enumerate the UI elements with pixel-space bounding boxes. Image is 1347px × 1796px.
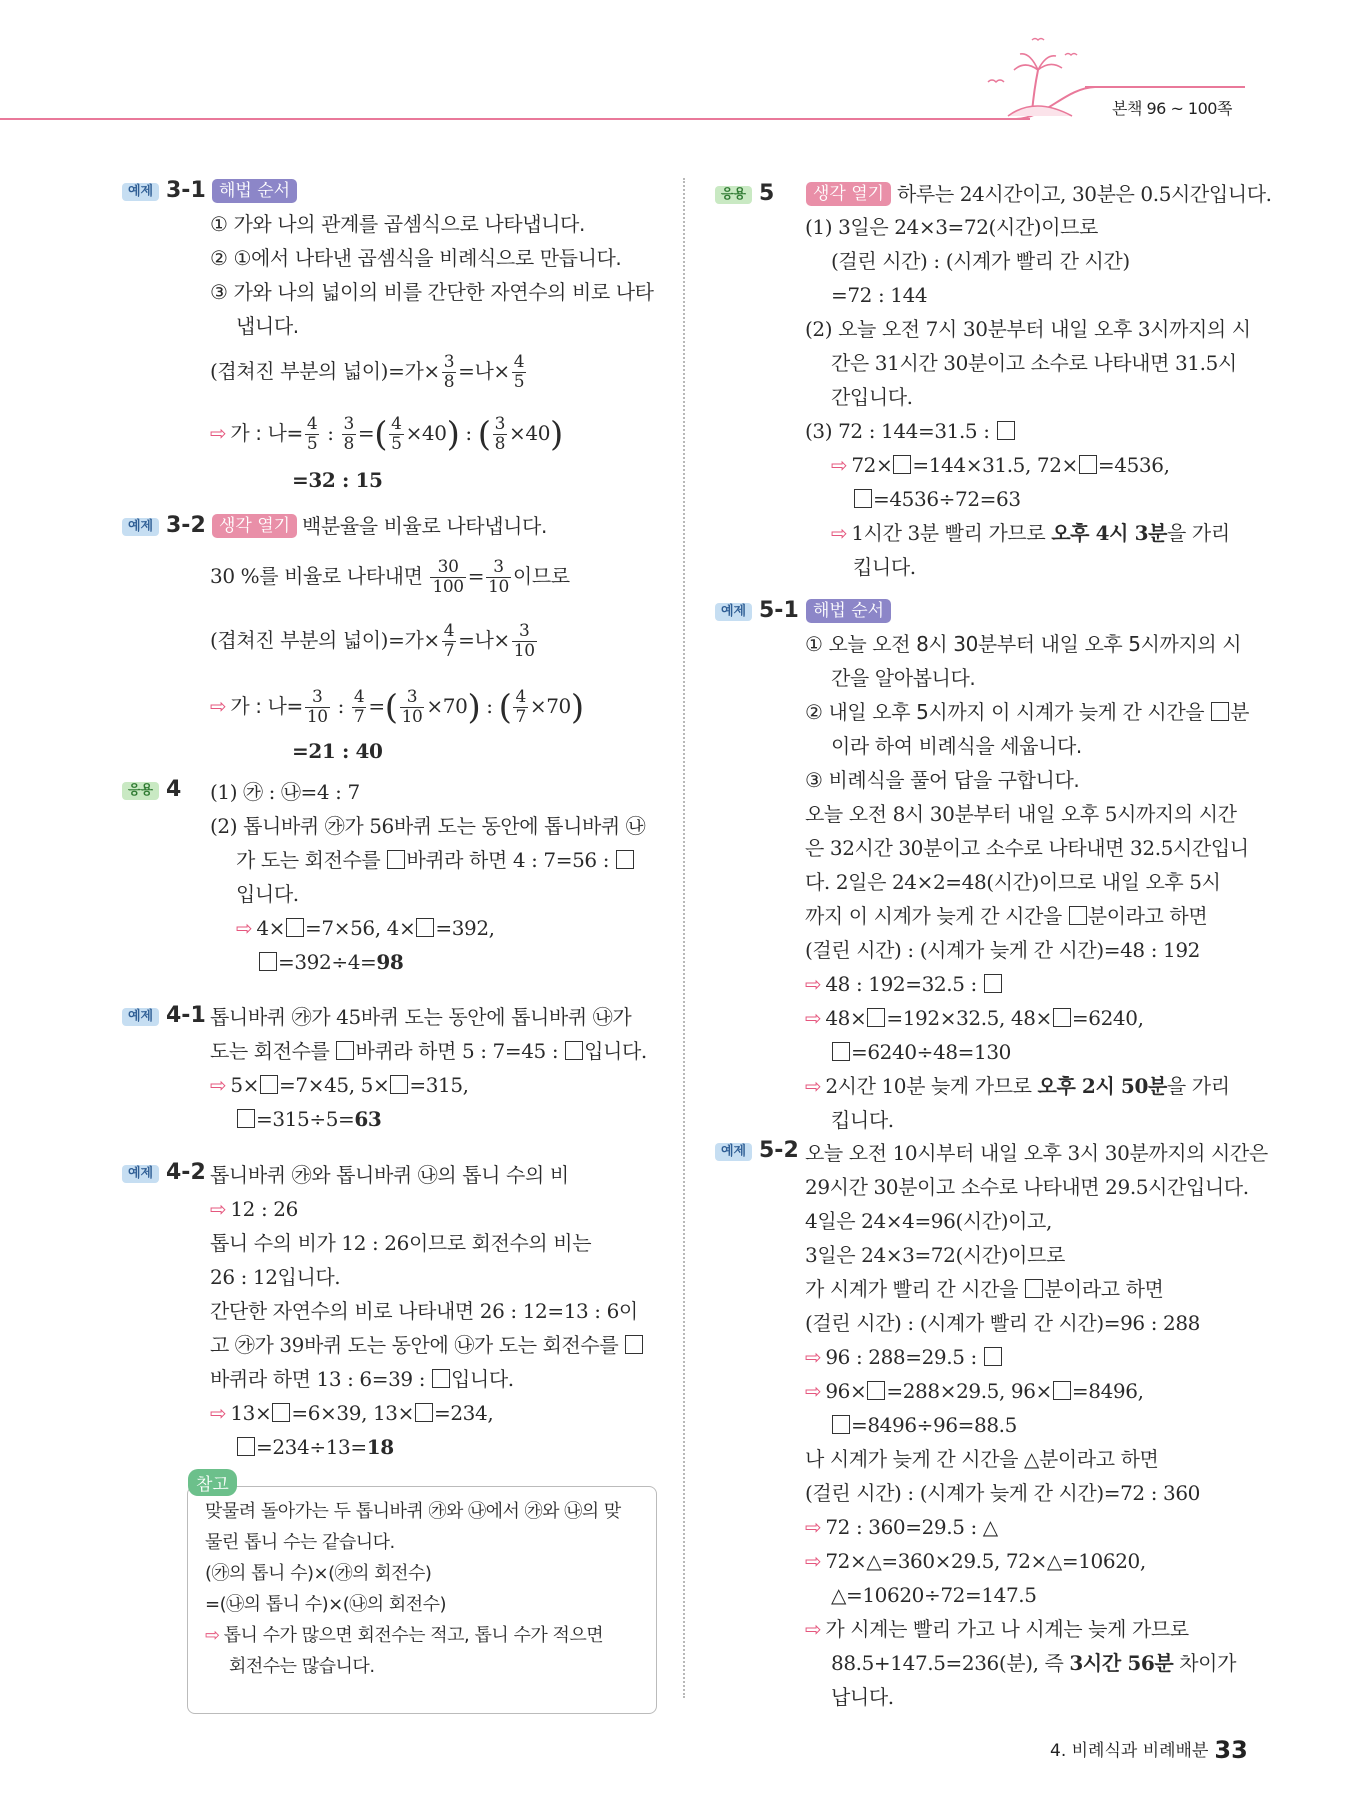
- text-line: 톱니바퀴 ㉮와 톱니바퀴 ㉯의 톱니 수의 비: [210, 1163, 569, 1187]
- text-line: ⇨ 96 : 288=29.5 :: [805, 1340, 1268, 1374]
- problem-number-4-1: 4-1: [166, 1003, 206, 1028]
- step-line: ③ 비례식을 풀어 답을 구합니다.: [805, 768, 1080, 792]
- blank-box: [832, 1042, 850, 1061]
- blank-box: [237, 1437, 255, 1456]
- text-line: 킵니다.: [831, 1108, 894, 1132]
- problem-number-5-2: 5-2: [759, 1138, 799, 1163]
- problem-number-5: 5: [759, 181, 775, 206]
- text-line: =392÷4=98: [210, 945, 645, 979]
- ref-line: 맞물려 돌아가는 두 톱니바퀴 ㉮와 ㉯에서 ㉮와 ㉯의 맞: [205, 1501, 621, 1522]
- arrow-icon: ⇨: [210, 1401, 227, 1425]
- text-line: ⇨ 13× =6×39, 13× =234,: [210, 1401, 494, 1425]
- answer: 63: [354, 1107, 382, 1131]
- problem-number-4: 4: [166, 777, 182, 802]
- text-line: =315÷5=63: [210, 1102, 647, 1136]
- blank-box: [1211, 702, 1229, 721]
- text-line: 간단한 자연수의 비로 나타내면 26 : 12=13 : 6이: [210, 1299, 638, 1323]
- text-line: (2) 톱니바퀴 ㉮가 56바퀴 도는 동안에 톱니바퀴 ㉯: [210, 814, 646, 838]
- text-line: (1) 3일은 24×3=72(시간)이므로: [805, 215, 1098, 239]
- text-line: ⇨ 12 : 26: [210, 1197, 298, 1221]
- text-line: ⇨ 가 시계는 빨리 가고 나 시계는 늦게 가므로: [805, 1617, 1189, 1641]
- header-rule: [0, 118, 1030, 120]
- text-line: =4536÷72=63: [805, 482, 1251, 516]
- step-line: 냅니다.: [236, 314, 299, 338]
- problem-5-2-solution: [805, 1136, 1268, 1714]
- blank-box: [867, 1381, 885, 1400]
- text-line: ⇨ 96× =288×29.5, 96× =8496,: [805, 1379, 1144, 1403]
- arrow-icon: ⇨: [805, 1379, 822, 1403]
- text-line: 가 도는 회전수를 바퀴라 하면 4 : 7=56 :: [210, 843, 645, 877]
- blank-box: [893, 455, 911, 474]
- saenggak-label: 생각 열기: [806, 182, 891, 206]
- arrow-icon: ⇨: [210, 694, 227, 718]
- blank-box: [260, 1075, 278, 1094]
- eq-text: (겹쳐진 부분의 넓이)=가×: [210, 359, 440, 383]
- text-line: 간은 31시간 30분이고 소수로 나타내면 31.5시: [831, 351, 1237, 375]
- blank-box: [432, 1369, 450, 1388]
- reference-text: [205, 1496, 621, 1682]
- yeje-tag: 예제: [122, 1165, 159, 1183]
- fraction: $\frac{4}{5}$: [391, 414, 402, 454]
- blank-box: [616, 850, 634, 869]
- text-line: 4일은 24×4=96(시간)이고,: [805, 1209, 1052, 1233]
- text-line: (3) 72 : 144=31.5 :: [805, 414, 1251, 448]
- palm-island-icon: [980, 30, 1090, 125]
- fraction: $\frac{3}{10}$: [513, 621, 535, 661]
- blank-box: [854, 489, 872, 508]
- ref-line: 물린 톱니 수는 같습니다.: [205, 1532, 395, 1553]
- arrow-icon: ⇨: [210, 421, 227, 445]
- equation-line: ⇨ 가 : 나= $\frac{3}{10}$ : $\frac{4}{7}$ =( $\frac{3}{10}$ ×70) : ( $\frac{4}{7}$ ×70): [210, 687, 584, 728]
- text-line: 은 32시간 30분이고 소수로 나타내면 32.5시간입니: [805, 836, 1249, 860]
- problem-3-2-solution: [210, 548, 584, 768]
- answer: =21 : 40: [292, 739, 383, 763]
- equation-line: ⇨ 가 : 나= $\frac{4}{5}$ : $\frac{3}{8}$ =( $\frac{4}{5}$ ×40) : ( $\frac{3}{8}$ ×40): [210, 414, 563, 455]
- blank-box: [832, 1415, 850, 1434]
- ref-line: 회전수는 많습니다.: [229, 1656, 375, 1677]
- text-line: 도는 회전수를 바퀴라 하면 5 : 7=45 : 입니다.: [210, 1039, 647, 1063]
- text-line: 3일은 24×3=72(시간)이므로: [805, 1243, 1065, 1267]
- problem-3-1-solution: [210, 343, 563, 497]
- blank-box: [1069, 906, 1087, 925]
- text-line: 오늘 오전 10시부터 내일 오후 3시 30분까지의 시간은: [805, 1141, 1268, 1165]
- step-line: 간을 알아봅니다.: [831, 666, 976, 690]
- text-line: 톱니 수의 비가 12 : 26이므로 회전수의 비는: [210, 1231, 592, 1255]
- arrow-icon: ⇨: [210, 1073, 227, 1097]
- text-line: ⇨ 5× =7×45, 5× =315,: [210, 1073, 469, 1097]
- yeje-tag: 예제: [122, 518, 159, 536]
- saenggak-label: 생각 열기: [212, 514, 297, 538]
- equation-line: [210, 343, 563, 399]
- page-reference: 본책 96 ~ 100쪽: [1112, 99, 1232, 118]
- page-footer: [1050, 1736, 1248, 1764]
- blank-box: [259, 952, 277, 971]
- answer: 98: [376, 950, 404, 974]
- blank-box: [984, 974, 1002, 993]
- problem-4-1-solution: [210, 1000, 647, 1136]
- answer: 18: [366, 1435, 394, 1459]
- haebeop-label: 해법 순서: [212, 179, 297, 203]
- problem-4-2-solution: [210, 1158, 644, 1464]
- fraction: $\frac{4}{5}$: [306, 414, 318, 454]
- text-line: =72 : 144: [831, 283, 928, 307]
- arrow-icon: ⇨: [805, 1006, 822, 1030]
- fraction: $\frac{3}{10}$: [401, 687, 423, 727]
- arrow-icon: ⇨: [805, 972, 822, 996]
- equation-line: (겹쳐진 부분의 넓이)=가× $\frac{4}{7}$ =나× $\frac{3}{10}$: [210, 621, 535, 661]
- text-line: =234÷13=18: [210, 1430, 644, 1464]
- text-line: 입니다.: [236, 882, 299, 906]
- blank-box: [867, 1008, 885, 1027]
- header-rule-right: [1085, 86, 1245, 88]
- text-line: ⇨ 48 : 192=32.5 :: [805, 967, 1249, 1001]
- blank-box: [1053, 1381, 1071, 1400]
- text-line: 오늘 오전 8시 30분부터 내일 오후 5시까지의 시간: [805, 802, 1237, 826]
- yeje-tag: 예제: [715, 1143, 752, 1161]
- problem-number-3-1: 3-1: [166, 178, 206, 203]
- text-line: ⇨ 4× =7×56, 4× =392,: [236, 916, 495, 940]
- arrow-icon: ⇨: [831, 521, 848, 545]
- text-line: ⇨ 2시간 10분 늦게 가므로 오후 2시 50분을 가리: [805, 1074, 1230, 1098]
- text-line: (걸린 시간) : (시계가 빨리 간 시간): [831, 249, 1130, 273]
- step-line: ③ 가와 나의 넓이의 비를 간단한 자연수의 비로 나타: [210, 280, 654, 304]
- blank-box: [997, 421, 1015, 440]
- blank-box: [565, 1041, 583, 1060]
- blank-box: [1079, 455, 1097, 474]
- arrow-icon: ⇨: [831, 453, 848, 477]
- blank-box: [415, 1403, 433, 1422]
- text-line: (걸린 시간) : (시계가 늦게 간 시간)=72 : 360: [805, 1481, 1200, 1505]
- blank-box: [390, 1075, 408, 1094]
- text-line: 바퀴라 하면 13 : 6=39 : 입니다.: [210, 1367, 514, 1391]
- fraction: $\frac{4}{7}$: [353, 687, 365, 727]
- arrow-icon: ⇨: [236, 916, 253, 940]
- text-line: 톱니바퀴 ㉮가 45바퀴 도는 동안에 톱니바퀴 ㉯가: [210, 1005, 632, 1029]
- chapter-title: 4. 비례식과 비례배분: [1050, 1741, 1209, 1761]
- problem-number-4-2: 4-2: [166, 1160, 206, 1185]
- arrow-icon: ⇨: [805, 1074, 822, 1098]
- problem-3-1-steps: [210, 207, 654, 343]
- chamgo-label: 참고: [188, 1469, 237, 1496]
- fraction: $\frac{4}{5}$: [513, 352, 525, 392]
- eq-text: =나×: [458, 359, 510, 383]
- text-line: =8496÷96=88.5: [805, 1408, 1268, 1442]
- text-line: ⇨ 72× =144×31.5, 72× =4536,: [831, 453, 1170, 477]
- yeje-tag: 예제: [122, 1008, 159, 1026]
- answer: 3시간 56분: [1069, 1651, 1174, 1675]
- page-number: 33: [1214, 1736, 1248, 1764]
- text-line: (걸린 시간) : (시계가 빨리 간 시간)=96 : 288: [805, 1311, 1200, 1335]
- step-line: 이라 하여 비례식을 세웁니다.: [831, 734, 1082, 758]
- fraction: $\frac{3}{8}$: [343, 414, 354, 454]
- step-line: ② 내일 오후 5시까지 이 시계가 늦게 간 시간을 분: [805, 700, 1250, 724]
- problem-5-solution: [805, 210, 1251, 584]
- step-line: ② ①에서 나타낸 곱셈식을 비례식으로 만듭니다.: [210, 246, 622, 270]
- ref-line: =(㉯의 톱니 수)×(㉯의 회전수): [205, 1594, 447, 1615]
- text-line: ⇨ 1시간 3분 빨리 가므로 오후 4시 3분을 가리: [831, 521, 1230, 545]
- problem-4-solution: [210, 775, 645, 979]
- text-line: 간입니다.: [831, 385, 913, 409]
- arrow-icon: ⇨: [805, 1345, 822, 1369]
- haebeop-label: 해법 순서: [806, 599, 891, 623]
- blank-box: [286, 918, 304, 937]
- ref-line: ⇨ 톱니 수가 많으면 회전수는 적고, 톱니 수가 적으면: [205, 1625, 604, 1646]
- text-line: (1) ㉮ : ㉯=4 : 7: [210, 780, 360, 804]
- step-line: ① 가와 나의 관계를 곱셈식으로 나타냅니다.: [210, 212, 585, 236]
- fraction: $\frac{3}{8}$: [443, 352, 455, 392]
- text-line: ⇨ 72×△=360×29.5, 72×△=10620,: [805, 1549, 1146, 1573]
- arrow-icon: ⇨: [805, 1617, 822, 1641]
- text-line: 다. 2일은 24×2=48(시간)이므로 내일 오후 5시: [805, 870, 1221, 894]
- yeje-tag: 예제: [122, 183, 159, 201]
- eq-text: 가 : 나=: [230, 421, 303, 445]
- blank-box: [387, 850, 405, 869]
- arrow-icon: ⇨: [205, 1625, 220, 1646]
- fraction: $\frac{30}{100}$: [432, 557, 464, 597]
- arrow-icon: ⇨: [805, 1515, 822, 1539]
- answer: =32 : 15: [292, 468, 383, 492]
- fraction: $\frac{4}{7}$: [515, 687, 526, 727]
- problem-5-head: 하루는 24시간이고, 30분은 0.5시간입니다.: [897, 182, 1272, 206]
- problem-3-2-head: 백분율을 비율로 나타냅니다.: [302, 514, 547, 538]
- text-line: 88.5+147.5=236(분), 즉 3시간 56분 차이가: [831, 1651, 1236, 1675]
- fraction: $\frac{3}{10}$: [488, 557, 509, 597]
- arrow-icon: ⇨: [805, 1549, 822, 1573]
- yeje-tag: 예제: [715, 603, 752, 621]
- text-line: 고 ㉮가 39바퀴 도는 동안에 ㉯가 도는 회전수를: [210, 1328, 644, 1362]
- answer: 오후 4시 3분: [1051, 521, 1168, 545]
- fraction: $\frac{3}{8}$: [494, 414, 506, 454]
- text-line: (걸린 시간) : (시계가 늦게 간 시간)=48 : 192: [805, 938, 1200, 962]
- eungyong-tag: 응용: [715, 186, 752, 204]
- text-line: 29시간 30분이고 소수로 나타내면 29.5시간입니다.: [805, 1175, 1249, 1199]
- arrow-icon: ⇨: [210, 1197, 227, 1221]
- blank-box: [237, 1109, 255, 1128]
- text-line: 나 시계가 늦게 간 시간을 △분이라고 하면: [805, 1447, 1159, 1471]
- text-line: 가 시계가 빨리 간 시간을 분이라고 하면: [805, 1277, 1164, 1301]
- blank-box: [416, 918, 434, 937]
- ref-line: (㉮의 톱니 수)×(㉮의 회전수): [205, 1563, 432, 1584]
- problem-number-5-1: 5-1: [759, 598, 799, 623]
- text-line: △=10620÷72=147.5: [831, 1583, 1037, 1607]
- text-line: =6240÷48=130: [805, 1035, 1249, 1069]
- blank-box: [625, 1335, 643, 1354]
- eungyong-tag: 응용: [122, 782, 159, 800]
- blank-box: [272, 1403, 290, 1422]
- text-line: 까지 이 시계가 늦게 간 시간을 분이라고 하면: [805, 904, 1208, 928]
- text-line: ⇨ 72 : 360=29.5 : △: [805, 1515, 998, 1539]
- equation-line: 30 %를 비율로 나타내면 $\frac{30}{100}$ = $\frac{3}{10}$ 이므로: [210, 557, 570, 597]
- fraction: $\frac{3}{10}$: [306, 687, 328, 727]
- text-line: ⇨ 48× =192×32.5, 48× =6240,: [805, 1006, 1144, 1030]
- blank-box: [1053, 1008, 1071, 1027]
- text-line: 킵니다.: [853, 555, 916, 579]
- blank-box: [336, 1041, 354, 1060]
- answer: 오후 2시 50분: [1037, 1074, 1167, 1098]
- step-line: ① 오늘 오전 8시 30분부터 내일 오후 5시까지의 시: [805, 632, 1242, 656]
- text-line: (2) 오늘 오전 7시 30분부터 내일 오후 3시까지의 시: [805, 317, 1251, 341]
- problem-5-1-solution: [805, 627, 1249, 1137]
- problem-number-3-2: 3-2: [166, 513, 206, 538]
- blank-box: [1025, 1279, 1043, 1298]
- blank-box: [984, 1347, 1002, 1366]
- column-divider: [683, 178, 685, 1698]
- text-line: 납니다.: [831, 1685, 894, 1709]
- text-line: 26 : 12입니다.: [210, 1265, 341, 1289]
- fraction: $\frac{4}{7}$: [443, 621, 455, 661]
